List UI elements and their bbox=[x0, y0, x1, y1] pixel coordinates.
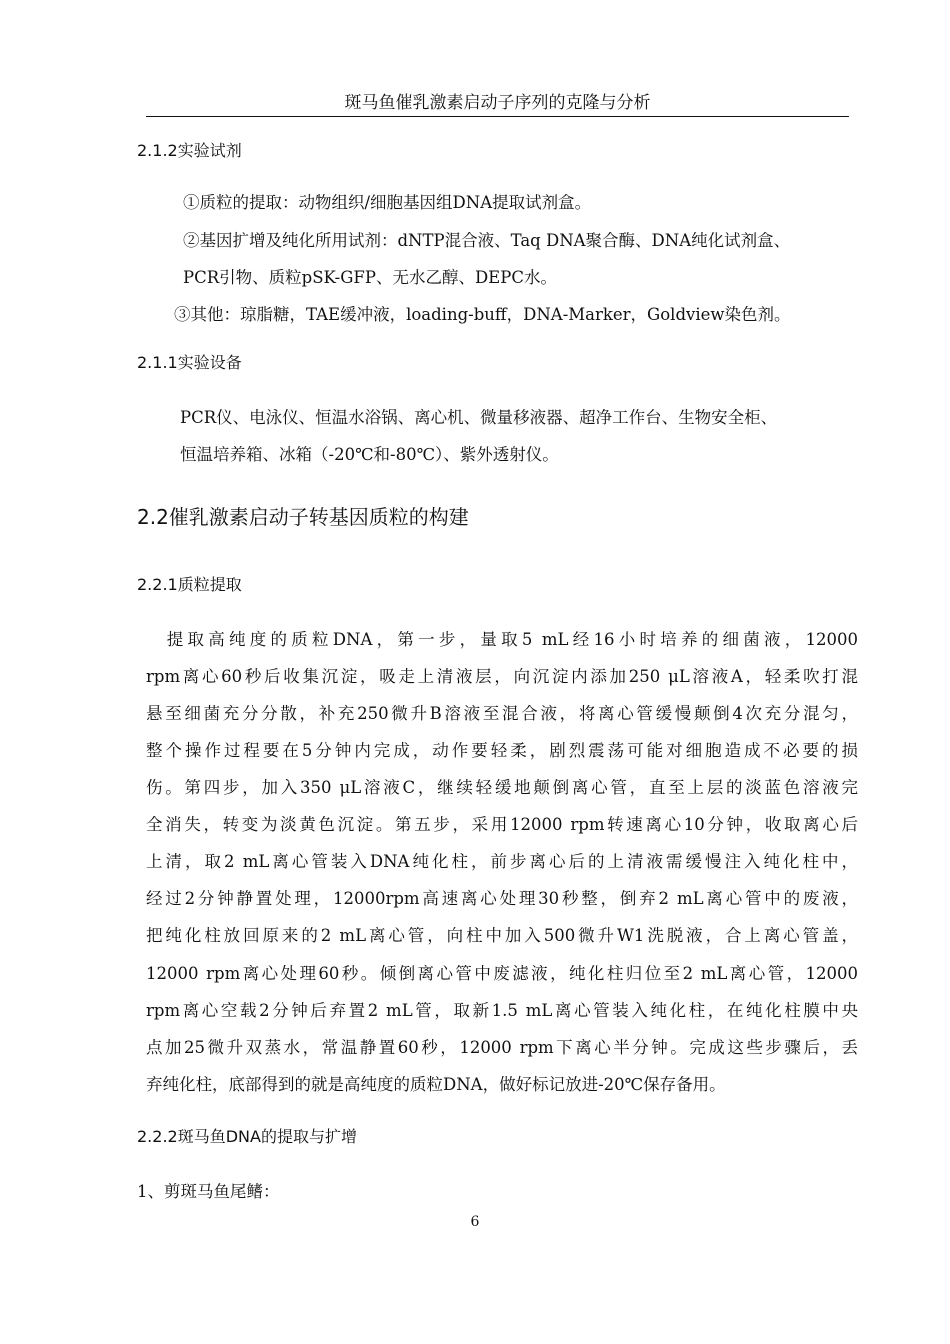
paragraph-line: rpm离心空载2分钟后弃置2 mL管，取新1.5 mL离心管装入纯化柱，在纯化柱膜中央 bbox=[146, 1001, 858, 1020]
section-heading-2-2-2: 2.2.2斑马鱼DNA的提取与扩增 bbox=[137, 1127, 357, 1146]
step-line: 1、剪斑马鱼尾鳍： bbox=[137, 1182, 280, 1201]
reagent-item-2: ②基因扩增及纯化所用试剂：dNTP混合液、Taq DNA聚合酶、DNA纯化试剂盒、 bbox=[183, 231, 791, 250]
paragraph-line: 经过2分钟静置处理，12000rpm高速离心处理30秒整，倒弃2 mL离心管中的废液， bbox=[146, 889, 858, 908]
section-heading-2-1-2: 2.1.2实验试剂 bbox=[137, 141, 242, 160]
equipment-line-1: PCR仪、电泳仪、恒温水浴锅、离心机、微量移液器、超净工作台、生物安全柜、 bbox=[180, 408, 778, 427]
paragraph-line: 弃纯化柱，底部得到的就是高纯度的质粒DNA，做好标记放进-20℃保存备用。 bbox=[146, 1075, 726, 1094]
paragraph-line: 全消失，转变为淡黄色沉淀。第五步，采用12000 rpm转速离心10分钟，收取离心后 bbox=[146, 815, 858, 834]
reagent-item-3: ③其他：琼脂糖，TAE缓冲液，loading-buff，DNA-Marker，Goldview染色剂。 bbox=[174, 305, 791, 324]
section-heading-2-2: 2.2催乳激素启动子转基因质粒的构建 bbox=[137, 505, 469, 529]
section-heading-2-2-1: 2.2.1质粒提取 bbox=[137, 575, 242, 594]
reagent-item-1: ①质粒的提取：动物组织/细胞基因组DNA提取试剂盒。 bbox=[183, 193, 592, 212]
paragraph-line: 上清，取2 mL离心管装入DNA纯化柱，前步离心后的上清液需缓慢注入纯化柱中， bbox=[146, 852, 858, 871]
page-number: 6 bbox=[470, 1214, 480, 1230]
section-heading-2-1-1: 2.1.1实验设备 bbox=[137, 353, 242, 372]
paragraph-line: 点加25微升双蒸水，常温静置60秒，12000 rpm下离心半分钟。完成这些步骤后，丢 bbox=[146, 1038, 858, 1057]
equipment-line-2: 恒温培养箱、冰箱（-20℃和-80℃）、紫外透射仪。 bbox=[180, 445, 559, 464]
reagent-item-2-cont: PCR引物、质粒pSK-GFP、无水乙醇、DEPC水。 bbox=[183, 268, 557, 287]
paragraph-line: rpm离心60秒后收集沉淀，吸走上清液层，向沉淀内添加250 μL溶液A，轻柔吹打混 bbox=[146, 667, 858, 686]
paragraph-line: 悬至细菌充分分散，补充250微升B溶液至混合液，将离心管缓慢颠倒4次充分混匀， bbox=[146, 704, 858, 723]
paragraph-line: 整个操作过程要在5分钟内完成，动作要轻柔，剧烈震荡可能对细胞造成不必要的损 bbox=[146, 741, 858, 760]
paragraph-line: 伤。第四步，加入350 μL溶液C，继续轻缓地颠倒离心管，直至上层的淡蓝色溶液完 bbox=[146, 778, 858, 797]
paragraph-line: 把纯化柱放回原来的2 mL离心管，向柱中加入500微升W1洗脱液，合上离心管盖， bbox=[146, 926, 858, 945]
header-rule bbox=[146, 116, 849, 117]
running-header: 斑马鱼催乳激素启动子序列的克隆与分析 bbox=[344, 93, 651, 113]
paragraph-line: 12000 rpm离心处理60秒。倾倒离心管中废滤液，纯化柱归位至2 mL离心管，12000 bbox=[146, 964, 858, 983]
paragraph-line: 提取高纯度的质粒DNA，第一步，量取5 mL经16小时培养的细菌液，12000 bbox=[146, 630, 858, 649]
